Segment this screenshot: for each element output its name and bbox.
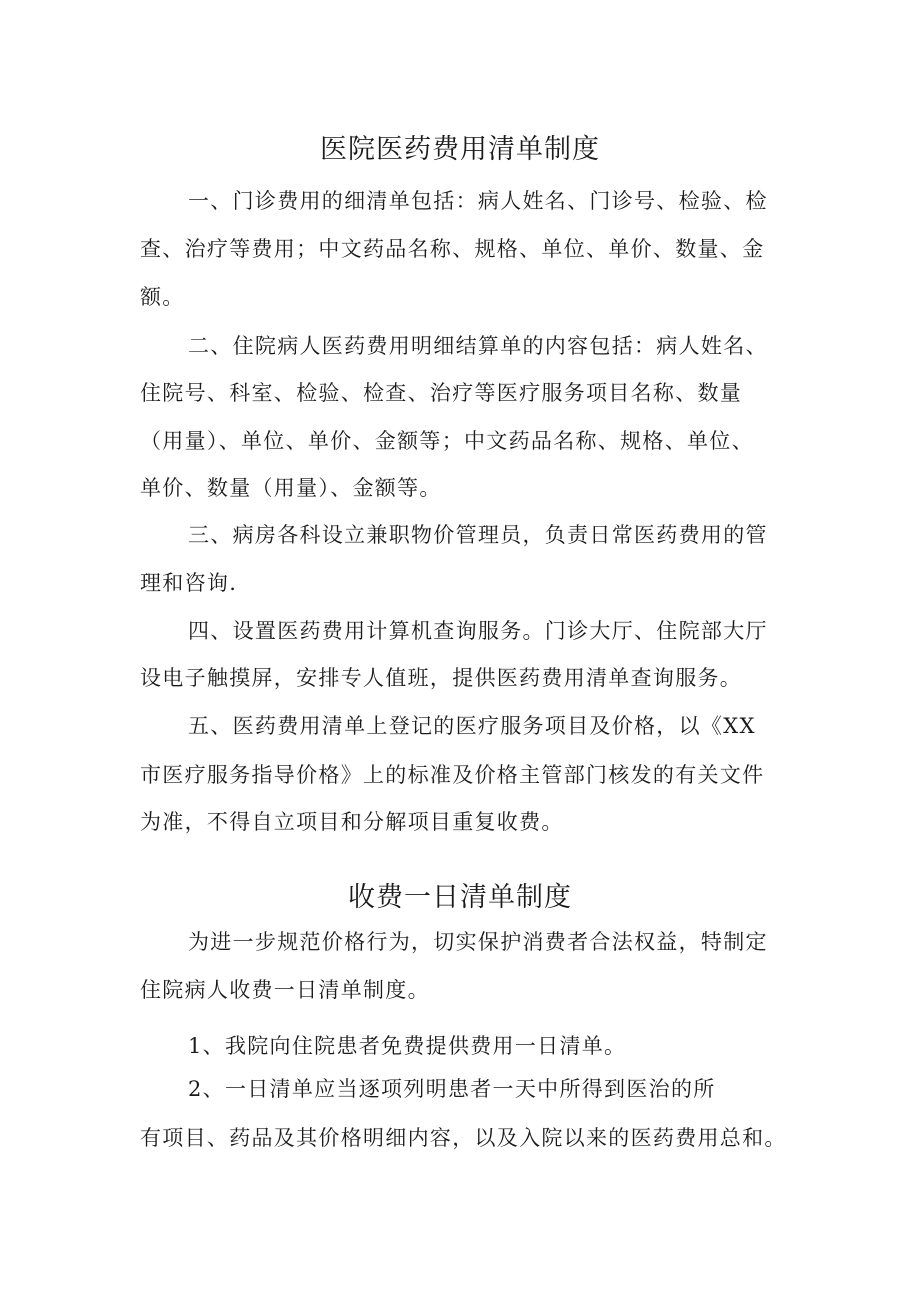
paragraph-1-line-1: 一、门诊费用的细清单包括：病人姓名、门诊号、检验、检 (188, 189, 768, 213)
paragraph-5-line-3: 为准，不得自立项目和分解项目重复收费。 (140, 810, 564, 834)
paragraph-3-line-2: 理和咨询. (140, 571, 238, 595)
paragraph-1-line-2: 查、治疗等费用；中文药品名称、规格、单位、单价、数量、金 (140, 237, 765, 261)
list-item-1: 1、我院向住院患者免费提供费用一日清单。 (188, 1034, 627, 1058)
paragraph-2-line-2: 住院号、科室、检验、检查、治疗等医疗服务项目名称、数量 (140, 381, 743, 405)
paragraph-5-line-2: 市医疗服务指导价格》上的标准及价格主管部门核发的有关文件 (140, 763, 765, 787)
title-hospital-fee-list-policy: 医院医药费用清单制度 (320, 134, 600, 165)
paragraph-2-line-3: （用量）、单位、单价、金额等；中文药品名称、规格、单位、 (140, 429, 754, 453)
list-item-2-line-1: 2、一日清单应当逐项列明患者一天中所得到医治的所 (188, 1077, 716, 1101)
paragraph-1-line-3: 额。 (140, 285, 185, 309)
paragraph-4-line-2: 设电子触摸屏，安排专人值班，提供医药费用清单查询服务。 (140, 666, 743, 690)
paragraph-3-line-1: 三、病房各科设立兼职物价管理员，负责日常医药费用的管 (188, 523, 768, 547)
list-item-2-line-2: 有项目、药品及其价格明细内容，以及入院以来的医药费用总和。 (140, 1126, 787, 1150)
paragraph-5-line-1: 五、医药费用清单上登记的医疗服务项目及价格，以《XX (188, 714, 756, 738)
paragraph-2-line-4: 单价、数量（用量）、金额等。 (140, 476, 442, 500)
paragraph-intro-line-1: 为进一步规范价格行为，切实保护消费者合法权益，特制定 (188, 930, 768, 954)
paragraph-intro-line-2: 住院病人收费一日清单制度。 (140, 978, 430, 1002)
paragraph-2-line-1: 二、住院病人医药费用明细结算单的内容包括：病人姓名、 (188, 334, 768, 358)
title-daily-fee-list-policy: 收费一日清单制度 (348, 882, 572, 913)
paragraph-4-line-1: 四、设置医药费用计算机查询服务。门诊大厅、住院部大厅 (188, 619, 768, 643)
